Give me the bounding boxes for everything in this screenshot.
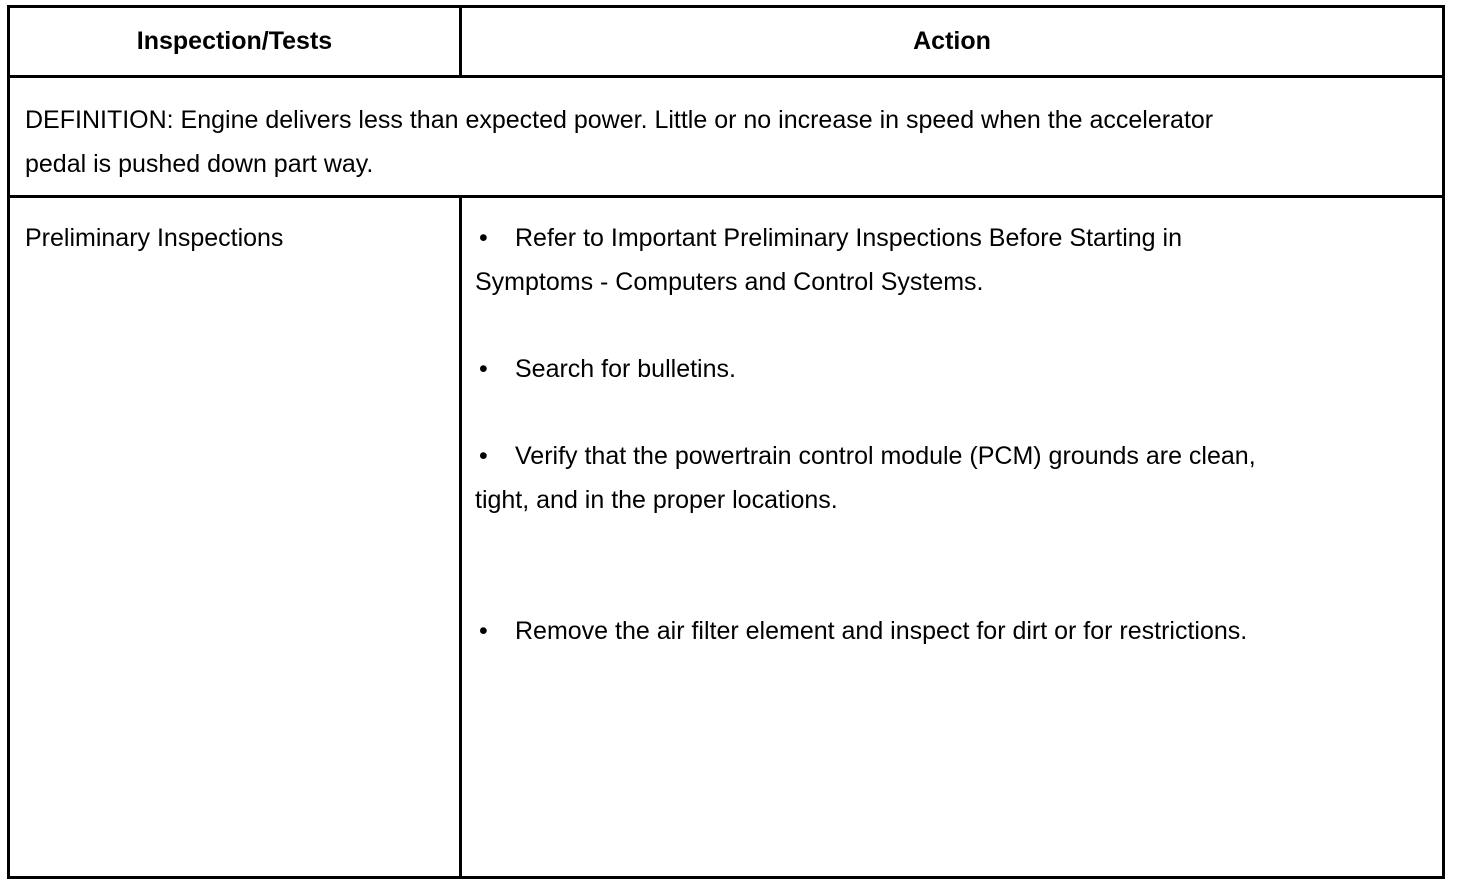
bullet-icon: • (479, 617, 488, 645)
bullet-icon: • (479, 442, 488, 470)
column-divider (459, 8, 462, 75)
definition-row (10, 78, 1442, 198)
action-item-text: Verify that the powertrain control module (PCM) grounds are clean, tight, and in the proper locations. (475, 442, 1256, 514)
bullet-icon: • (479, 355, 488, 383)
header-inspection-tests: Inspection/Tests (136, 27, 333, 55)
action-item (475, 216, 1275, 304)
action-item-text: Search for bulletins. (515, 355, 736, 383)
bullet-icon: • (479, 224, 488, 252)
action-item (475, 347, 1275, 391)
table-header-row (10, 8, 1442, 78)
inspection-cell: Preliminary Inspections (25, 224, 284, 252)
inspection-table (7, 5, 1445, 879)
column-divider (459, 198, 462, 876)
action-item-text: Refer to Important Preliminary Inspections Before Starting in Symptoms - Computers and Control Systems. (475, 224, 1182, 296)
definition-text: DEFINITION: Engine delivers less than expected power. Little or no increase in speed when the accelerator pedal is pushed down part way. (25, 106, 1214, 178)
action-item (475, 434, 1275, 522)
header-action: Action (913, 27, 991, 55)
action-item-text: Remove the air filter element and inspect for dirt or for restrictions. (515, 617, 1248, 645)
action-item (475, 609, 1275, 653)
